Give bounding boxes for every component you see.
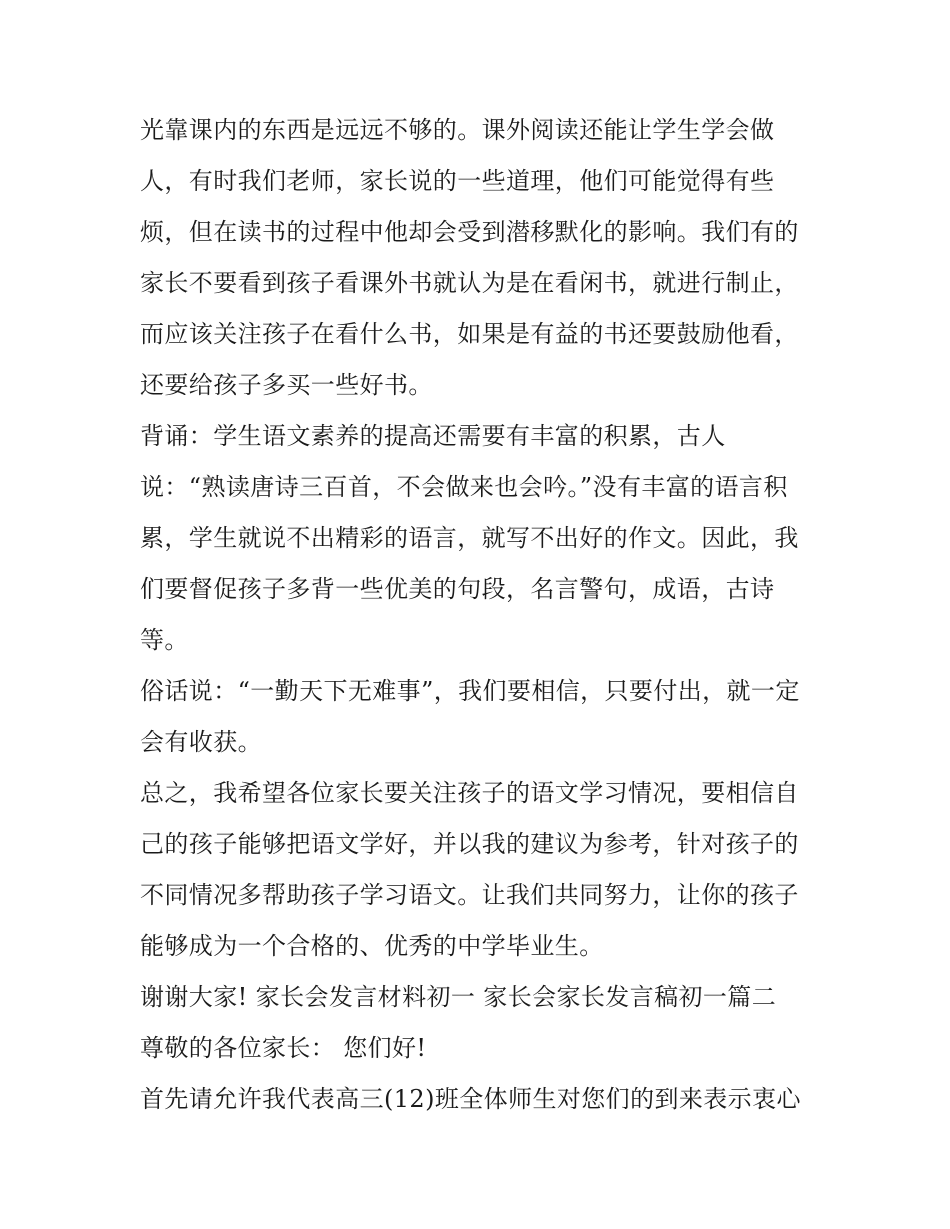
text-line: 能够成为一个合格的、优秀的中学毕业生。 [140,932,604,960]
text-line: 首先请允许我代表高三(12)班全体师生对您们的到来表示衷心 [140,1085,801,1113]
text-line: 总之，我希望各位家长要关注孩子的语文学习情况，要相信自 [140,779,799,807]
text-line: 人，有时我们老师，家长说的一些道理，他们可能觉得有些 [140,167,775,195]
text-line: 还要给孩子多买一些好书。 [140,371,433,399]
text-line: 背诵：学生语文素养的提高还需要有丰富的积累，古人 [140,422,726,450]
text-line: 而应该关注孩子在看什么书，如果是有益的书还要鼓励他看， [140,320,799,348]
text-line: 光靠课内的东西是远远不够的。课外阅读还能让学生学会做 [140,116,775,144]
text-line: 己的孩子能够把语文学好，并以我的建议为参考，针对孩子的 [140,830,799,858]
text-line: 说：“熟读唐诗三百首，不会做来也会吟。”没有丰富的语言积 [140,473,788,501]
text-line: 谢谢大家! 家长会发言材料初一 家长会家长发言稿初一篇二 [140,983,777,1011]
text-line: 会有收获。 [140,728,262,756]
text-line: 不同情况多帮助孩子学习语文。让我们共同努力，让你的孩子 [140,881,799,909]
text-line: 们要督促孩子多背一些优美的句段，名言警句，成语，古诗 [140,575,775,603]
text-line: 烦，但在读书的过程中他却会受到潜移默化的影响。我们有的 [140,218,799,246]
text-line: 等。 [140,626,189,654]
text-line: 尊敬的各位家长： 您们好! [140,1034,427,1062]
text-line: 累，学生就说不出精彩的语言，就写不出好的作文。因此，我 [140,524,799,552]
text-line: 俗话说：“一勤天下无难事”，我们要相信，只要付出，就一定 [140,677,800,705]
document-body [140,105,820,1125]
text-line: 家长不要看到孩子看课外书就认为是在看闲书，就进行制止， [140,269,799,297]
